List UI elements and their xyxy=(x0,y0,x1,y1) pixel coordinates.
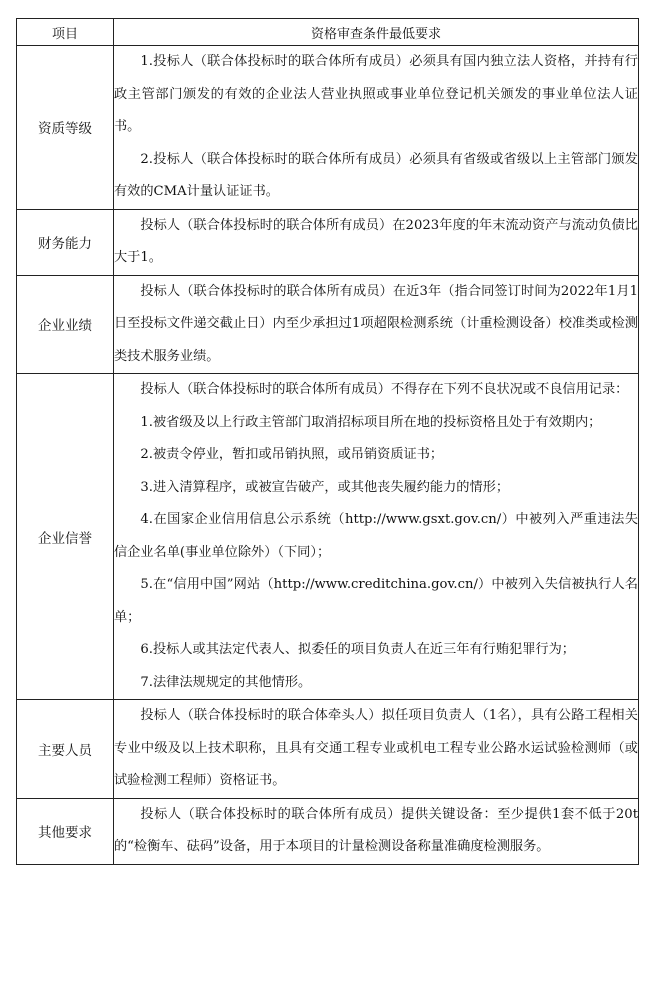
requirement-paragraph: 投标人（联合体投标时的联合体所有成员）在近3年（指合同签订时间为2022年1月1日至投标文件递交截止日）内至少承担过1项超限检测系统（计重检测设备）校准类或检测类技术服务业绩。 xyxy=(114,283,638,364)
requirement-paragraph: 投标人（联合体投标时的联合体牵头人）拟任项目负责人（1名），具有公路工程相关专业中级及以上技术职称，且具有交通工程专业或机电工程专业公路水运试验检测师（或试验检测工程师）资格证书。 xyxy=(114,708,638,788)
requirement-paragraph: 2.被责令停业，暂扣或吊销执照，或吊销资质证书； xyxy=(140,447,444,462)
row-label: 企业业绩 xyxy=(17,275,114,374)
row-other-requirements xyxy=(17,798,639,864)
qualification-table xyxy=(16,18,639,865)
requirement-paragraph: 2.投标人（联合体投标时的联合体所有成员）必须具有省级或省级以上主管部门颁发有效的CMA计量认证证书。 xyxy=(114,151,638,199)
row-label: 主要人员 xyxy=(17,700,114,799)
row-credit xyxy=(17,374,639,700)
row-qualification-grade xyxy=(17,46,639,210)
row-label: 财务能力 xyxy=(17,209,114,275)
requirement-paragraph: 1.投标人（联合体投标时的联合体所有成员）必须具有国内独立法人资格，并持有行政主管部门颁发的有效的企业法人营业执照或事业单位登记机关颁发的事业单位法人证书。 xyxy=(114,54,638,134)
row-key-personnel xyxy=(17,700,639,799)
requirement-paragraph: 7.法律法规规定的其他情形。 xyxy=(140,674,312,690)
requirement-paragraph: 5.在“信用中国”网站（http://www.creditchina.gov.cn/）中被列入失信被执行人名单； xyxy=(114,577,638,625)
requirement-paragraph: 1.被省级及以上行政主管部门取消招标项目所在地的投标资格且处于有效期内； xyxy=(140,414,602,430)
row-content xyxy=(114,798,639,864)
row-label: 企业信誉 xyxy=(17,374,114,700)
row-performance xyxy=(17,275,639,374)
row-content xyxy=(114,209,639,275)
table-header-row xyxy=(17,19,639,46)
row-content xyxy=(114,275,639,374)
requirement-paragraph: 投标人（联合体投标时的联合体所有成员）提供关键设备：至少提供1套不低于20t的“检衡车、砝码”设备，用于本项目的计量检测设备称量准确度检测服务。 xyxy=(114,806,638,854)
row-content xyxy=(114,374,639,700)
row-label: 其他要求 xyxy=(17,798,114,864)
row-financial-capacity xyxy=(17,209,639,275)
requirement-paragraph: 投标人（联合体投标时的联合体所有成员）不得存在下列不良状况或不良信用记录： xyxy=(140,382,629,397)
requirement-paragraph: 投标人（联合体投标时的联合体所有成员）在2023年度的年末流动资产与流动负债比大于1。 xyxy=(114,217,638,265)
requirement-paragraph: 6.投标人或其法定代表人、拟委任的项目负责人在近三年有行贿犯罪行为； xyxy=(140,642,575,657)
row-content xyxy=(114,700,639,799)
header-requirements: 资格审查条件最低要求 xyxy=(114,19,639,46)
row-label: 资质等级 xyxy=(17,46,114,210)
header-item: 项目 xyxy=(17,19,114,46)
requirement-paragraph: 3.进入清算程序，或被宣告破产，或其他丧失履约能力的情形； xyxy=(140,479,510,495)
row-content xyxy=(114,46,639,210)
requirement-paragraph: 4.在国家企业信用信息公示系统（http://www.gsxt.gov.cn/）中被列入严重违法失信企业名单(事业单位除外）（下同）； xyxy=(114,512,638,560)
